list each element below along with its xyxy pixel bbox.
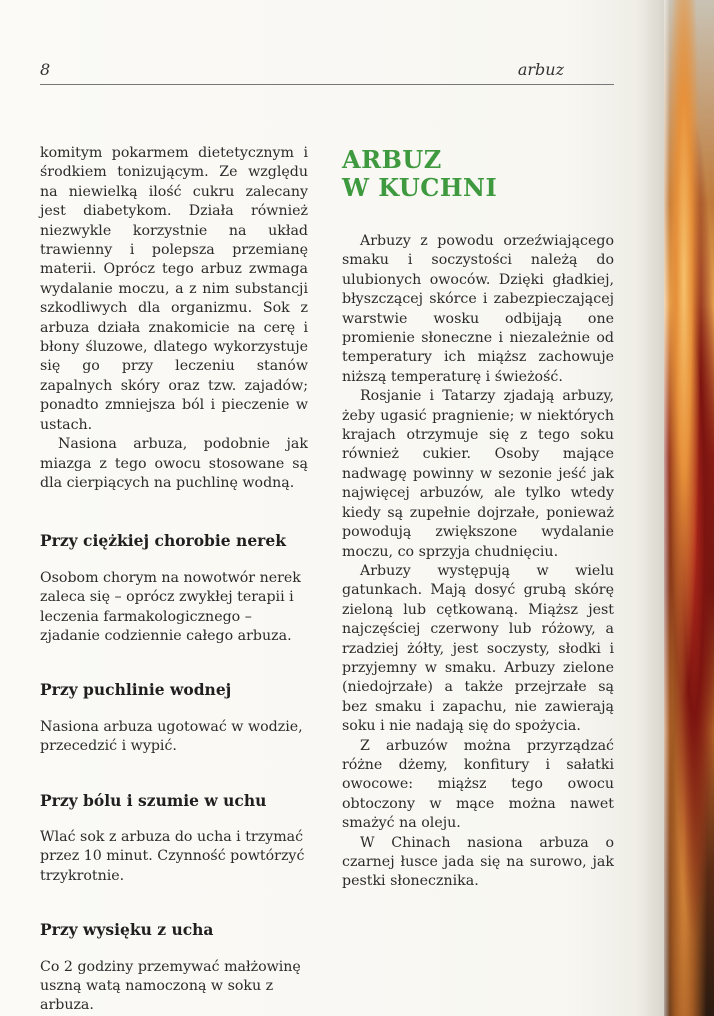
body-paragraph: Z arbuzów można przyrządzać różne dżemy, konfitury i sałatki owocowe: miąższ tego owocu obtoczony w mące można nawet smażyć na oleju. [342,737,614,832]
chapter-body [342,232,614,892]
header-rule [40,84,614,85]
body-paragraph: Nasiona arbuza, podobnie jak miazga z tego owocu stosowane są dla cierpiących na puchlinę wodną. [40,436,308,491]
chapter-title-line: ARBUZ [342,145,442,174]
section-heading: Przy wysięku z ucha [40,920,214,940]
left-column [40,144,308,1016]
body-paragraph: komitym pokarmem dietetycznym i środkiem tonizującym. Ze względu na niewielką ilość cukru zalecany jest diabetykom. Działa również niezwykle korzystnie na układ trawienny i polepsza przemianę materii. Oprócz tego arbuz zwmaga wydalanie moczu, a z nim substancji szkodliwych dla organizmu. Sok z arbuza działa znakomicie na cerę i błony śluzowe, dlatego wykorzystuje się go przy leczeniu stanów zapalnych skóry oraz tzw. zajadów; ponadto zmniejsza ból i pieczenie w ustach. [40,145,308,433]
section-heading: Przy puchlinie wodnej [40,680,232,700]
section-text: Nasiona arbuza ugotować w wodzie, przecedzić i wypić. [40,718,303,755]
chapter-title [342,146,614,202]
section-heading: Przy bólu i szumie w uchu [40,790,267,810]
section-heading: Przy ciężkiej chorobie nerek [40,531,286,551]
body-paragraph: Arbuzy występują w wielu gatunkach. Mają dosyć grubą skórę zieloną lub cętkowaną. Miąższ jest najczęściej czerwony lub różowy, a rzadziej żółty, jest soczysty, słodki i przyjemny w smaku. Arbuzy zielone (niedojrzałe) a także przejrzałe są bez smaku i zapachu, nie zawierają soku i nie nadają się do spożycia. [342,562,614,735]
body-paragraph: W Chinach nasiona arbuza o czarnej łusce jada się na surowo, jak pestki słonecznika. [342,834,614,890]
facing-page-photo-edge [664,0,714,1016]
chapter-title-line: W KUCHNI [342,173,498,202]
body-paragraph: Rosjanie i Tatarzy zjadają arbuzy, żeby ugasić pragnienie; w niektórych krajach otrzymuje się z tego soku również cukier. Osoby mające nadwagę powinny w sezonie jeść jak najwięcej arbuzów, ale tylko wtedy kiedy są zupełnie dojrzałe, ponieważ powodują zwiększone wydalanie moczu, co sprzyja chudnięciu. [342,388,614,560]
running-head: arbuz [517,60,564,79]
body-paragraph: Arbuzy z powodu orzeźwiającego smaku i soczystości należą do ulubionych owoców. Dzięki gładkiej, błyszczącej skórce i zabezpieczającej warstwie wosku odbijają one promienie słoneczne i niezależnie od temperatury ich miąższ zachowuje niższą temperaturę i świeżość. [342,233,614,385]
page-number: 8 [40,60,51,79]
section-text: Co 2 godziny przemywać małżowinę uszną watą namoczoną w soku z arbuza. [40,958,301,1014]
section-text: Wlać sok z arbuza do ucha i trzymać przez 10 minut. Czynność powtórzyć trzykrotnie. [40,828,305,884]
section-text: Osobom chorym na nowotwór nerek zaleca się – oprócz zwykłej terapii i leczenia farmakologicznego – zjadanie codziennie całego arbuza. [40,569,301,644]
right-column [342,146,614,892]
